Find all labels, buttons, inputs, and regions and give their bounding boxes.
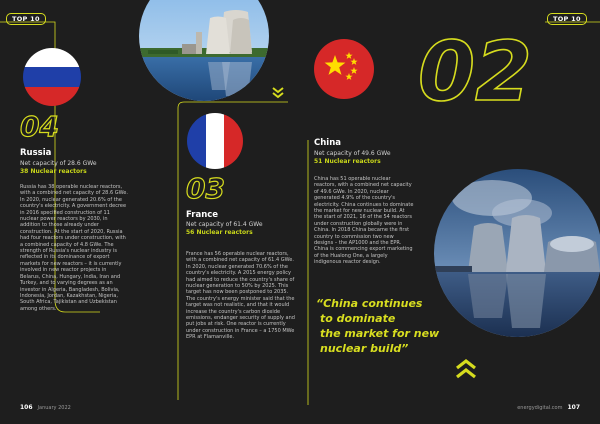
china-body-text: China has 51 operable nuclear reactors, with a combined net capacity of 49.6 GWe. In 2020, nuclear generated 4.9% of the country's electricity. China continues to dominate the market for new nuclear build. At the start of 2021, 16 of the 54 reactors under construction globally were in China. In 2018 China became the first country to commission two new designs – the AP1000 and the EPR. China is commencing export marketing of the Hualong One, a largely indigenous reactor design.	[314, 176, 414, 266]
france-name: France	[186, 210, 219, 220]
quote-line-3: the market for new	[320, 327, 440, 340]
quote-line-2: to dominate	[320, 312, 396, 325]
china-capacity: Net capacity of 49.6 GWe	[314, 150, 391, 157]
china-rank: 02	[418, 25, 533, 120]
top10-badge-right: TOP 10	[547, 13, 587, 25]
russia-body-text: Russia has 38 operable nuclear reactors, with a combined net capacity of 28.6 GWe. In 2020, nuclear generated 20.6% of the country's electricity. A government decree in 2016 specified construction of 11 nuclear power reactors by 2030, in addition to those already under construction. At the start of 2020, Russia had four reactors under construction, with a combined capacity of 4.8 GWe. The strength of Russia's nuclear industry is reflected in its dominance of export markets for new reactors – it is currently involved in new reactor projects in Belarus, China, Hungary, India, Iran and Turkey, and to varying degrees as an investor in Algeria, Bangladesh, Bolivia, Indonesia, Jordan, Kazakhstan, Nigeria, South Africa, Tajikistan and Uzbekistan among others.	[20, 184, 128, 312]
footer-right	[517, 404, 580, 411]
issue-date: January 2022	[37, 405, 71, 411]
power-plant-photo	[138, 0, 270, 102]
chevron-up-icon	[454, 358, 478, 380]
russia-capacity: Net capacity of 28.6 GWe	[20, 160, 97, 167]
top10-badge-left: TOP 10	[6, 13, 46, 25]
china-reactors: 51 Nuclear reactors	[314, 158, 381, 165]
cooling-towers-photo	[432, 168, 600, 338]
chevron-down-icon	[271, 86, 285, 100]
right-page-number: 107	[567, 404, 580, 411]
left-page-number: 106	[20, 404, 33, 411]
france-rank: 03	[186, 172, 225, 205]
russia-reactors: 38 Nuclear reactors	[20, 168, 87, 175]
france-body-text: France has 56 operable nuclear reactors, with a combined net capacity of 61.4 GWe. In 2020, nuclear generated 70.6% of the country's electricity. A 2015 energy policy had aimed to reduce the country's share of nuclear generation to 50% by 2025. This target has now been postponed to 2035. The country's energy minister said that the target was not realistic, and that it would increase the country's carbon dioxide emissions, endanger security of supply and put jobs at risk. One reactor is currently under construction in France – a 1750 MWe EPR at Flamanville.	[186, 251, 295, 341]
footer-left	[20, 404, 71, 411]
france-reactors: 56 Nuclear reactors	[186, 229, 253, 236]
russia-flag-icon	[22, 47, 82, 107]
france-flag-icon	[186, 112, 244, 170]
russia-name: Russia	[20, 148, 52, 158]
site-url[interactable]: energydigital.com	[517, 405, 563, 411]
quote-line-4: nuclear build”	[320, 342, 409, 355]
pull-quote	[316, 296, 439, 356]
china-name: China	[314, 138, 341, 148]
china-flag-icon	[313, 38, 375, 100]
russia-rank: 04	[20, 110, 59, 143]
france-capacity: Net capacity of 61.4 GWe	[186, 221, 263, 228]
quote-line-1: “China continues	[316, 297, 423, 310]
